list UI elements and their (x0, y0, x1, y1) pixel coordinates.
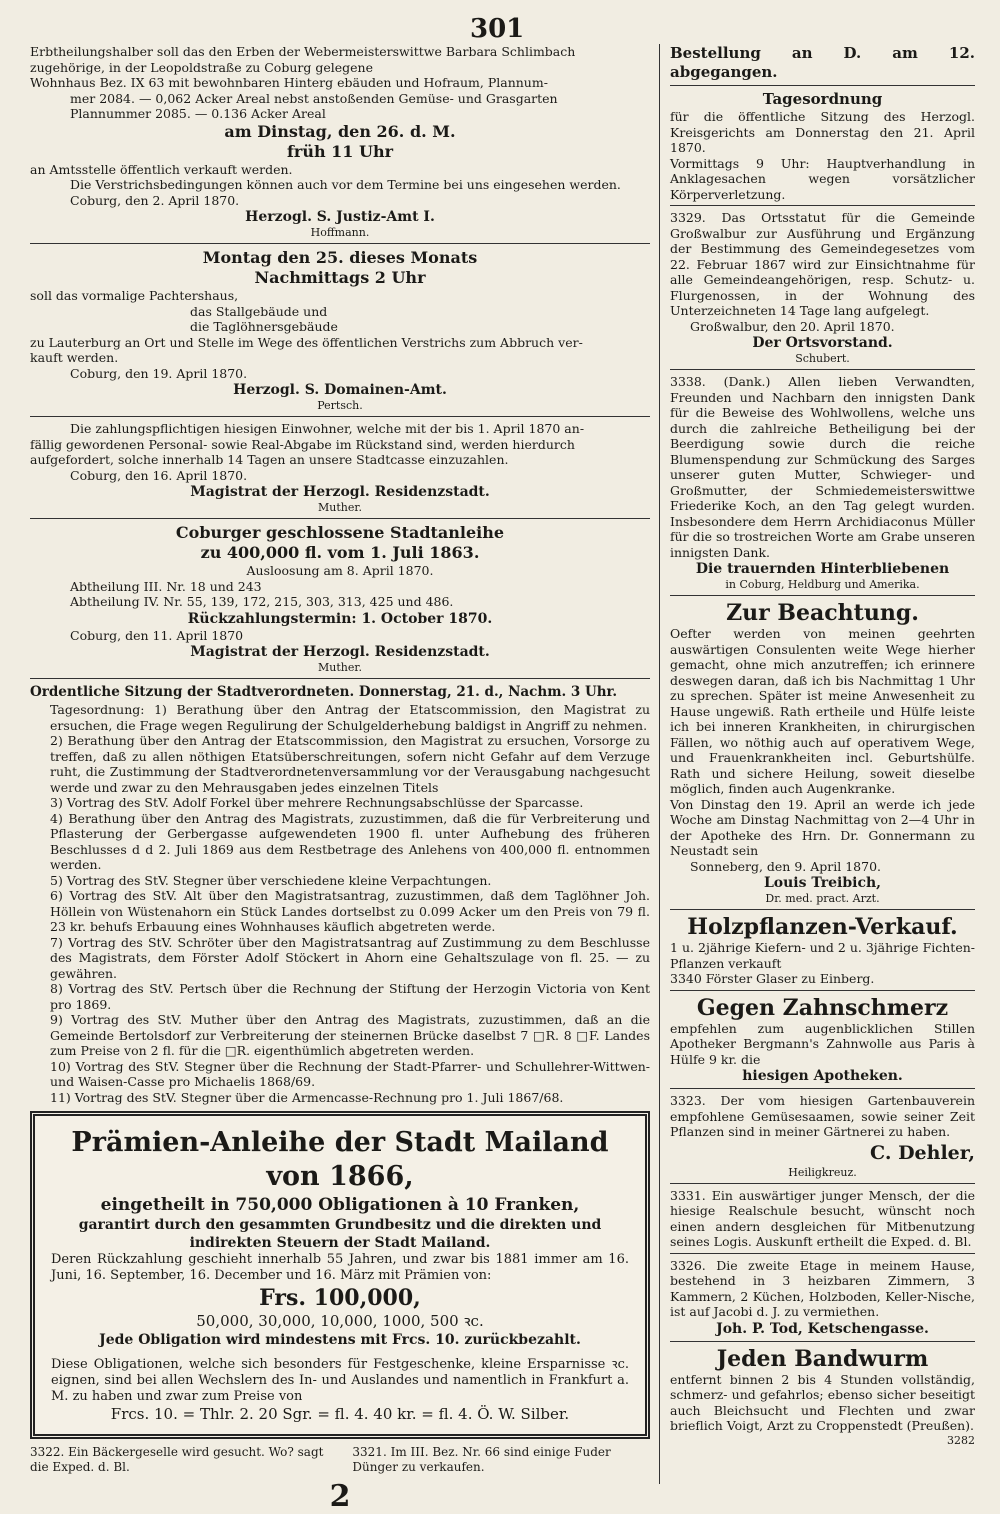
ad-price: Frcs. 10. = Thlr. 2. 20 Sgr. = fl. 4. 40 kr. = fl. 4. Ö. W. Silber. (110, 1405, 570, 1423)
notice-heading: Coburger geschlossene Stadtanleihe (175, 523, 505, 542)
notice-line: Abtheilung III. Nr. 18 und 243 (70, 578, 262, 594)
notice-signer: Schubert. (795, 352, 850, 365)
divider (670, 909, 975, 910)
notice-line: in Coburg, Heldburg und Amerika. (725, 578, 920, 591)
divider (670, 1253, 975, 1254)
thanks-notice (670, 374, 975, 592)
notice-line: 1 u. 2jährige Kiefern- und 2 u. 3jährige Fichten-Pflanzen verkauft (670, 940, 975, 971)
divider (30, 416, 650, 417)
notice-signature: Die trauernden Hinterbliebenen (695, 561, 950, 577)
notice-signer: Hoffmann. (310, 226, 370, 239)
notice-line: Wohnhaus Bez. IX 63 mit bewohnbaren Hinterg ebäuden und Hofraum, Plannum- (30, 75, 548, 90)
notice-line: Oefter werden von meinen geehrten auswärtigen Consulenten weite Wege hierher gemacht, ohne mich anzutreffen; ich erinnere deswegen daran, daß ich bis Nachmittag 1 Uhr zu sprechen. Später ist meine Anwesenheit zu Hause ungewiß. Rath ertheile und Hülfe leiste ich bei inneren Krankheiten, in chirurgischen Fällen, wo nöthig auch auf operativem Wege, und Frauenkrankheiten incl. Geburtshülfe. Rath und sichere Heilung, soweit dieselbe möglich, finden auch Augenkranke. (670, 626, 975, 796)
ad-title: Prämien-Anleihe der Stadt Mailand von 1866, (71, 1127, 609, 1192)
notice-signature: Der Ortsvorstand. (752, 335, 893, 351)
notice-heading: Jeden Bandwurm (716, 1345, 929, 1372)
divider (670, 85, 975, 86)
agenda-item: 5) Vortrag des StV. Stegner über verschiedene kleine Verpachtungen. (50, 872, 492, 888)
notice-place-date: Sonneberg, den 9. April 1870. (690, 858, 881, 874)
notice-line: das Stallgebäude und (190, 303, 328, 319)
column-divider (659, 44, 660, 1484)
court-agenda (670, 90, 975, 202)
notice-line: 3323. Der vom hiesigen Gartenbauverein empfohlene Gemüsesaamen, sowie seiner Zeit Pflanzen sind in meiner Gärtnerei zu haben. (670, 1093, 975, 1139)
tapeworm-ad (670, 1346, 975, 1448)
notice-line: für die öffentliche Sitzung des Herzogl. Kreisgerichts am Donnerstag den 21. April 1870. (670, 109, 975, 155)
notice-signer: Heiligkreuz. (788, 1165, 857, 1179)
notice-line: Erbtheilungshalber soll das den Erben der Webermeisterswittwe Barbara Schlimbach (30, 44, 576, 59)
seeds-notice (670, 1093, 975, 1180)
notice-place-date: Großwalbur, den 20. April 1870. (690, 318, 895, 334)
order-notice (670, 44, 975, 82)
plants-sale-notice (670, 914, 975, 987)
divider (30, 678, 650, 679)
notice-signer: Pertsch. (317, 399, 363, 412)
notice-signature: Magistrat der Herzogl. Residenzstadt. (190, 644, 490, 660)
notice-line: Abtheilung IV. Nr. 55, 139, 172, 215, 303, 313, 425 und 486. (70, 594, 454, 609)
notice-line: 3329. Das Ortsstatut für die Gemeinde Großwalbur zur Ausführung und Ergänzung der Bestimmung des Gemeindegesetzes vom 22. Februar 1867 wird zur Einsichtnahme für alle Gemeindeangehörigen, resp. Schutz- u. Flurgenossen, in der Wohnung des Unterzeichneten 14 Tage lang aufgelegt. (670, 210, 975, 318)
notice-place-date: Coburg, den 11. April 1870 (70, 627, 244, 643)
milan-lottery-loan-ad (30, 1111, 650, 1439)
notice-line: mer 2084. — 0,062 Acker Areal nebst anstoßenden Gemüse- und Grasgarten (70, 90, 558, 106)
divider (670, 369, 975, 370)
notice-line: an Amtsstelle öffentlich verkauft werden. (30, 161, 293, 177)
ad-line: Jede Obligation wird mindestens mit Frcs. 10. zurückbezahlt. (99, 1332, 581, 1348)
notice-signature: Louis Treibich, (763, 875, 882, 891)
notice-line: Plannummer 2085. — 0.136 Acker Areal (70, 106, 326, 121)
notice-number: 3282 (947, 1433, 975, 1447)
notice-line: 3331. Ein auswärtiger junger Mensch, der die hiesige Realschule besucht, wünscht noch einen andern desgleichen für Mitbenutzung seines Logis. Auskunft ertheilt die Exped. d. Bl. (670, 1187, 975, 1249)
divider (670, 1341, 975, 1342)
agenda-item: 8) Vortrag des StV. Pertsch über die Rechnung der Stiftung der Herzogin Victoria von Kent pro 1869. (50, 981, 650, 1012)
notice-date: am Dinstag, den 26. d. M. (224, 121, 456, 141)
doctor-notice (670, 600, 975, 906)
ad-prize: Frs. 100,000, (259, 1285, 421, 1311)
notice-heading: Zur Beachtung. (726, 600, 919, 626)
left-column (30, 44, 650, 1514)
notice-signature: Herzogl. S. Justiz-Amt I. (245, 209, 435, 225)
divider (30, 518, 650, 519)
notice-place-date: Coburg, den 16. April 1870. (70, 467, 248, 483)
notice-signature: Magistrat der Herzogl. Residenzstadt. (190, 484, 490, 500)
agenda-item: 2) Berathung über den Antrag der Etatscommission, den Magistrat zu ersuchen, Vorsorge zu treffen, daß zu allen nöthigen Etatsüberschreitungen, sofern nicht Gefahr auf dem Verzuge ruht, die Zustimmung der Stadtverordnetenversammlung vor der Verausgabung nachgesucht werde und zwar zu den Mehrausgaben jedes einzelnen Titels (50, 733, 650, 795)
notice-line: entfernt binnen 2 bis 4 Stunden vollständig, schmerz- und gefahrlos; ebenso sicher beseitigt auch Bleichsucht und Flechten und zwar brieflich Voigt, Arzt zu Croppenstedt (Preußen). (670, 1371, 975, 1433)
bottom-mark: 2 (329, 1479, 351, 1514)
agenda-item: Tagesordnung: 1) Berathung über den Antrag der Etatscommission, den Magistrat zu ersuchen, die Frage wegen Regulirung der Schulgelderhebung baldigst in Angriff zu nehmen. (50, 702, 650, 733)
notice-place-date: Coburg, den 2. April 1870. (70, 192, 240, 208)
notice-heading: Bestellung an D. am 12. abgegangen. (670, 44, 975, 81)
divider (670, 1183, 975, 1184)
notice-line: Die zahlungspflichtigen hiesigen Einwohner, welche mit der bis 1. April 1870 an- (70, 421, 585, 436)
notice-line: Die Verstrichsbedingungen können auch vor dem Termine bei uns eingesehen werden. (70, 177, 621, 192)
agenda-item: 9) Vortrag des StV. Muther über den Antrag des Magistrats, zuzustimmen, daß an die Gemeinde Bertolsdorf zur Verbreiterung der steinernen Brücke daselbst 7 □R. 8 □F. Landes zum Preise von 2 fl. für die □R. eigenthümlich abgetreten werden. (50, 1012, 650, 1058)
agenda-item: 7) Vortrag des StV. Schröter über den Magistratsantrag auf Zustimmung zu dem Beschlusse des Magistrats, dem Förster Adolf Stöckert in Ahorn eine Gehaltszulage von fl. 25. — zu gewähren. (50, 934, 650, 981)
notice-line: fällig gewordenen Personal- sowie Real-Abgabe im Rückstand sind, werden hierdurch (30, 436, 575, 452)
ad-line: Deren Rückzahlung geschieht innerhalb 55 Jahren, und zwar bis 1881 immer am 16. Juni, 16. September, 16. December und 16. März mit Prämien von: (51, 1252, 629, 1283)
agenda-item: 10) Vortrag des StV. Stegner über die Rechnung der Stadt-Pfarrer- und Schullehrer-Wittwen- und Waisen-Casse pro Michaelis 1868/69. (50, 1058, 650, 1089)
notice-signature: Herzogl. S. Domainen-Amt. (233, 382, 447, 398)
notice-time: früh 11 Uhr (287, 141, 393, 161)
notice-signer: Dr. med. pract. Arzt. (765, 892, 880, 905)
notice-heading: zu 400,000 fl. vom 1. Juli 1863. (200, 543, 480, 562)
ad-prizes: 50,000, 30,000, 10,000, 1000, 500 ꝛc. (196, 1312, 484, 1330)
tax-notice (30, 421, 650, 515)
notice-heading: Holzpflanzen-Verkauf. (687, 914, 958, 940)
ad-line: Diese Obligationen, welche sich besonders für Festgeschenke, kleine Ersparnisse ꝛc. eignen, sind bei allen Wechslern des In- und Auslandes und namentlich in Frankfurt a. M. zu haben und zwar zum Preise von (51, 1357, 629, 1404)
notice-heading: Rückzahlungstermin: 1. October 1870. (187, 610, 493, 627)
notice-line: zu Lauterburg an Ort und Stelle im Wege des öffentlichen Verstrichs zum Abbruch ver- (30, 334, 583, 350)
notice-subheading: Ausloosung am 8. April 1870. (246, 563, 434, 578)
right-column (670, 44, 975, 1484)
notice-heading: Nachmittags 2 Uhr (254, 268, 426, 287)
notice-line: Vormittags 9 Uhr: Hauptverhandlung in Anklagesachen wegen vorsätzlicher Körperverletzung. (670, 155, 975, 202)
notice-place-date: Coburg, den 19. April 1870. (70, 365, 248, 381)
agenda-item: 4) Berathung über den Antrag des Magistrats, zuzustimmen, daß die für Verbreiterung und Pflasterung der Gerbergasse aufgewendeten 1900 fl. unter Aufhebung des früheren Beschlusses d d 2. Juli 1869 aus dem Restbetrage des Anlehens von 400,000 fl. entnommen werden. (50, 810, 650, 872)
divider (670, 205, 975, 206)
small-ad-manure: 3321. Im III. Bez. Nr. 66 sind einige Fuder Dünger zu verkaufen. (352, 1445, 611, 1474)
notice-heading: Montag den 25. dieses Monats (202, 248, 478, 267)
agenda-item: 3) Vortrag des StV. Adolf Forkel über mehrere Rechnungsabschlüsse der Sparcasse. (50, 795, 584, 810)
city-loan-notice (30, 523, 650, 675)
divider (30, 243, 650, 244)
page-number: 301 (470, 14, 525, 44)
apartment-notice (670, 1258, 975, 1338)
notice-line: 3338. (Dank.) Allen lieben Verwandten, Freunden und Nachbarn den innigsten Dank für die Beweise des Wohlwollens, welche uns durch die zahlreiche Betheiligung bei der Beerdigung sowie durch die reiche Blumenspendung zur Schmückung des Sarges unserer guten Mutter, Schwieger- und Großmutter, der Schmiedemeisterswittwe Friederike Koch, an den Tag gelegt wurden. Insbesondere dem Herrn Archidiaconus Müller für die so trostreichen Worte am Grabe unseren innigsten Dank. (670, 374, 976, 560)
divider (670, 1088, 975, 1089)
notice-signer: Muther. (318, 661, 362, 674)
agenda-item: 11) Vortrag des StV. Stegner über die Armencasse-Rechnung pro 1. Juli 1867/68. (50, 1089, 564, 1105)
auction-notice-schlimbach (30, 44, 650, 240)
notice-heading: Tagesordnung (762, 90, 883, 108)
small-ad-baker: 3322. Ein Bäckergeselle wird gesucht. Wo? sagt die Exped. d. Bl. (30, 1445, 324, 1474)
notice-line: zugehörige, in der Leopoldstraße zu Coburg gelegene (30, 59, 373, 75)
notice-signature: hiesigen Apotheken. (742, 1068, 903, 1084)
notice-line: Von Dinstag den 19. April an werde ich jede Woche am Dinstag Nachmittag von 2—4 Uhr in der Apotheke des Hrn. Dr. Gonnermann zu Neustadt sein (670, 796, 975, 858)
notice-signature: Joh. P. Tod, Ketschengasse. (716, 1320, 929, 1337)
agenda-item: 6) Vortrag des StV. Alt über den Magistratsantrag, zuzustimmen, daß dem Taglöhner Joh. Höllein von Wüstenahorn ein Stück Landes dortselbst zu 0.099 Acker um den Preis von 79 fl. 23 kr. behufs Erbauung eines Wohnhauses käuflich abgetreten werde. (50, 888, 650, 934)
auction-notice-lauterburg (30, 248, 650, 413)
council-session-notice (30, 683, 650, 1105)
notice-line: 3340 Förster Glaser zu Einberg. (670, 971, 875, 986)
ad-line: garantirt durch den gesammten Grundbesitz und die direkten und indirekten Steuern der Stadt Mailand. (78, 1217, 602, 1251)
ortsstatut-notice (670, 210, 975, 366)
notice-heading: Ordentliche Sitzung der Stadtverordneten. Donnerstag, 21. d., Nachm. 3 Uhr. (30, 684, 618, 700)
notice-line: soll das vormalige Pachtershaus, (30, 288, 239, 303)
notice-signer: Muther. (318, 501, 362, 514)
notice-line: aufgefordert, solche innerhalb 14 Tagen an unsere Stadtcasse einzuzahlen. (30, 452, 509, 467)
notice-signature: C. Dehler, (870, 1141, 975, 1164)
notice-line: 3326. Die zweite Etage in meinem Hause, bestehend in 3 heizbaren Zimmern, 3 Kammern, 2 Küchen, Holzboden, Keller-Nische, ist auf Jacobi d. J. zu vermiethen. (670, 1257, 975, 1319)
notice-line: kauft werden. (30, 350, 119, 365)
divider (670, 595, 975, 596)
toothache-ad (670, 995, 975, 1086)
divider (670, 990, 975, 991)
small-ads-row (30, 1445, 650, 1475)
notice-line: empfehlen zum augenblicklichen Stillen Apotheker Bergmann's Zahnwolle aus Paris à Hülfe 9 kr. die (670, 1020, 975, 1067)
notice-line: die Taglöhnersgebäude (190, 319, 338, 334)
lodging-notice (670, 1188, 975, 1250)
ad-line: eingetheilt in 750,000 Obligationen à 10 Franken, (100, 1195, 580, 1215)
notice-heading: Gegen Zahnschmerz (696, 994, 949, 1021)
